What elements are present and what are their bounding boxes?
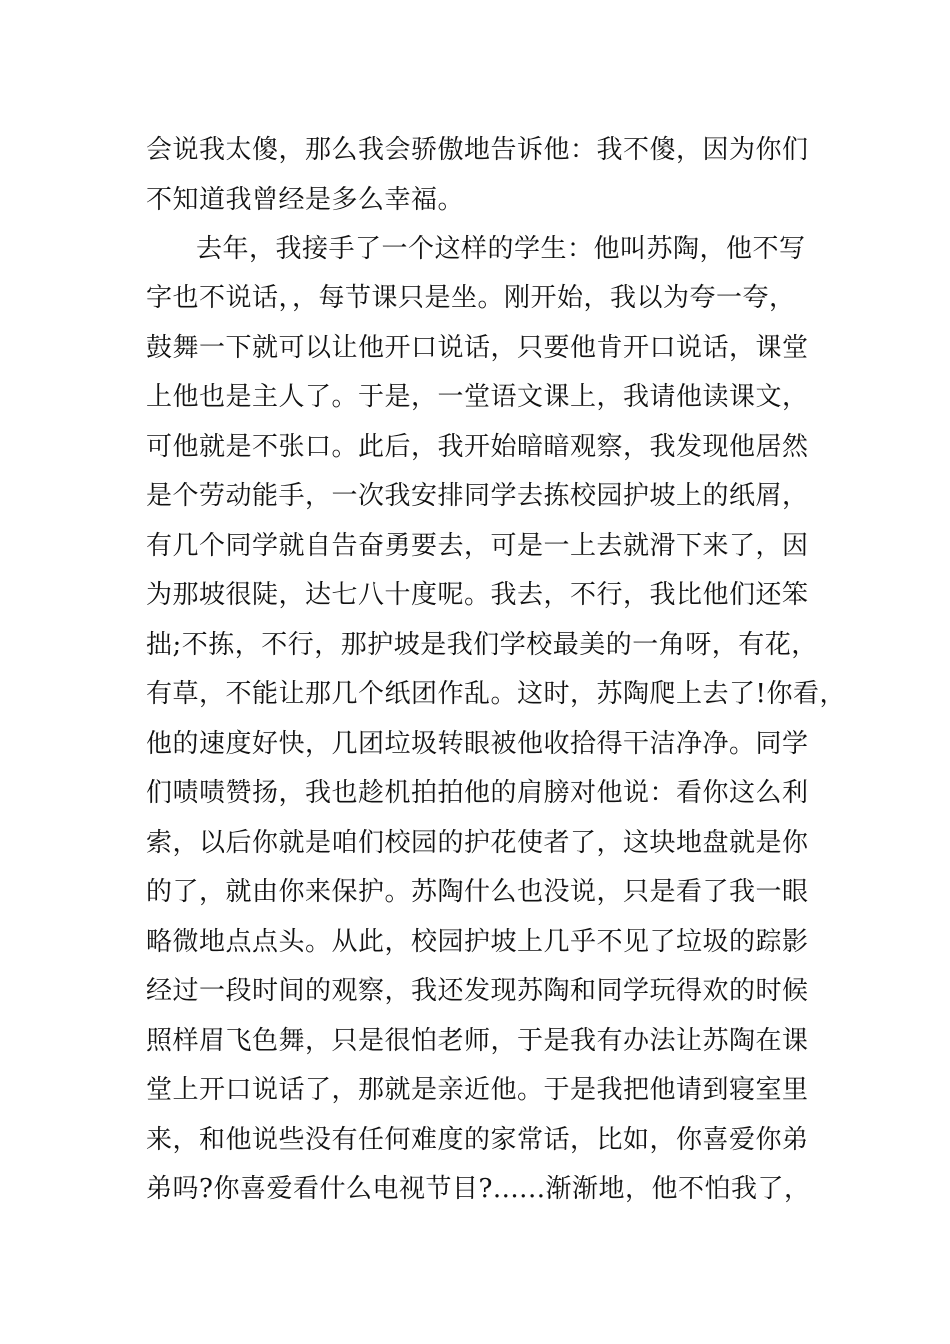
text-line: 他的速度好快，几团垃圾转眼被他收拾得干洁净净。同学 xyxy=(146,729,809,759)
text-line: 经过一段时间的观察，我还发现苏陶和同学玩得欢的时候 xyxy=(146,976,809,1006)
text-line: 是个劳动能手，一次我安排同学去拣校园护坡上的纸屑， xyxy=(146,481,809,511)
text-line: 照样眉飞色舞，只是很怕老师，于是我有办法让苏陶在课 xyxy=(146,1026,809,1056)
text-line: 索，以后你就是咱们校园的护花使者了，这块地盘就是你 xyxy=(146,828,809,858)
paragraph-start-line: 去年，我接手了一个这样的学生：他叫苏陶，他不写 xyxy=(196,234,806,264)
text-line: 上他也是主人了。于是，一堂语文课上，我请他读课文， xyxy=(146,382,809,412)
text-line: 拙;不拣，不行，那护坡是我们学校最美的一角呀，有花， xyxy=(146,630,818,660)
text-line: 会说我太傻，那么我会骄傲地告诉他：我不傻，因为你们 xyxy=(146,135,809,165)
text-line: 鼓舞一下就可以让他开口说话，只要他肯开口说话，课堂 xyxy=(146,333,809,363)
text-line: 不知道我曾经是多么幸福。 xyxy=(146,185,465,215)
text-line: 来，和他说些没有任何难度的家常话，比如，你喜爱你弟 xyxy=(146,1125,809,1155)
text-line: 的了，就由你来保护。苏陶什么也没说，只是看了我一眼 xyxy=(146,877,809,907)
text-line: 们啧啧赞扬，我也趁机拍拍他的肩膀对他说：看你这么利 xyxy=(146,778,809,808)
text-line: 有草，不能让那几个纸团作乱。这时，苏陶爬上去了!你看， xyxy=(146,679,846,709)
text-line: 略微地点点头。从此，校园护坡上几乎不见了垃圾的踪影 xyxy=(146,927,809,957)
text-line: 弟吗?你喜爱看什么电视节目?......渐渐地，他不怕我了， xyxy=(146,1174,811,1204)
text-line: 可他就是不张口。此后，我开始暗暗观察，我发现他居然 xyxy=(146,432,809,462)
text-line: 堂上开口说话了，那就是亲近他。于是我把他请到寝室里 xyxy=(146,1075,809,1105)
text-line: 为那坡很陡，达七八十度呢。我去，不行，我比他们还笨 xyxy=(146,580,809,610)
text-line: 字也不说话，，每节课只是坐。刚开始，我以为夸一夸， xyxy=(146,283,796,313)
text-line: 有几个同学就自告奋勇要去，可是一上去就滑下来了，因 xyxy=(146,531,809,561)
